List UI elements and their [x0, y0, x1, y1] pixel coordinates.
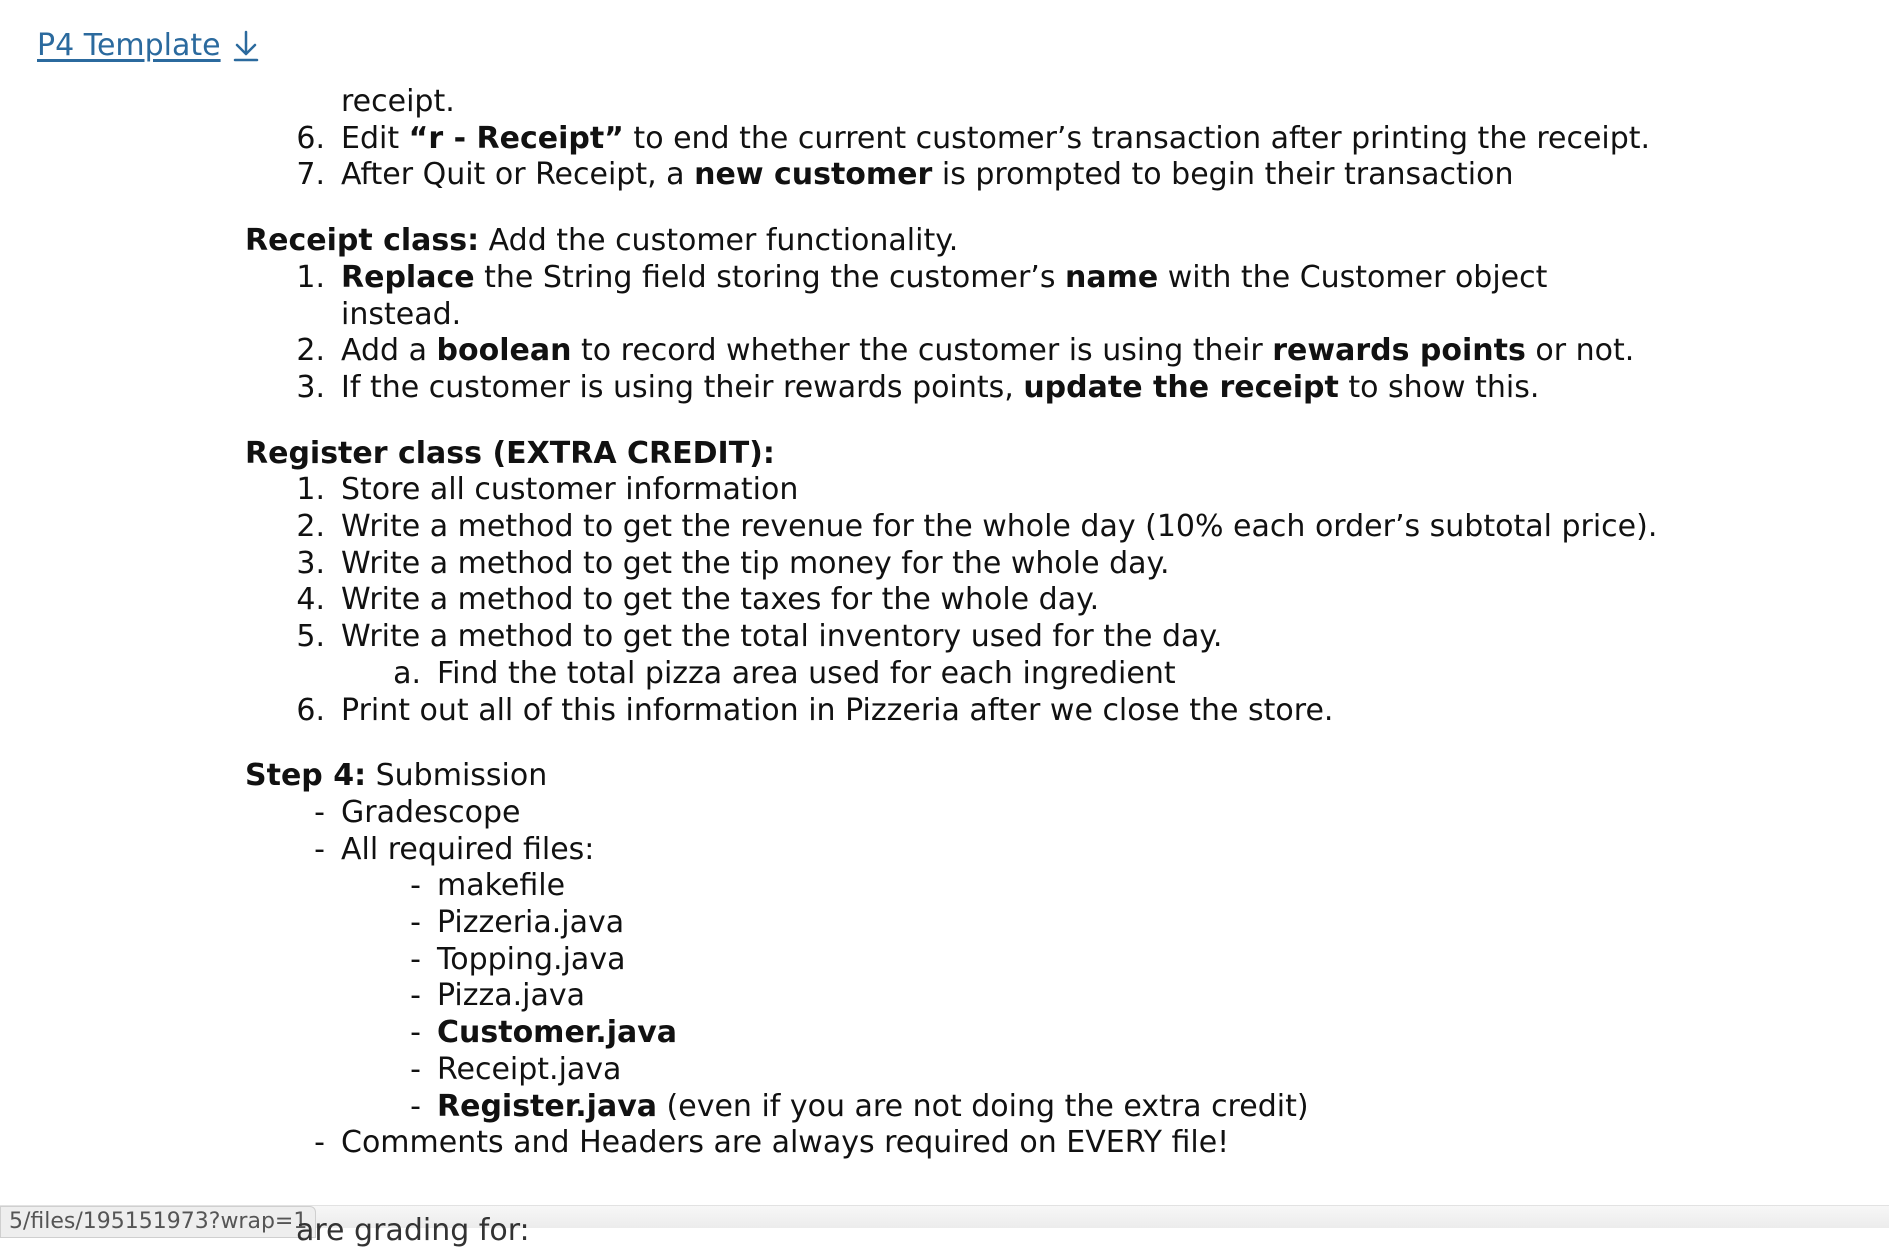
step4-item-comments	[245, 1125, 1665, 1162]
list-dash: -	[410, 905, 421, 941]
list-dash: -	[410, 868, 421, 904]
p4-template-download-link[interactable]	[37, 28, 261, 63]
list-number: 2.	[296, 333, 325, 369]
file-name: Customer.java	[437, 1015, 678, 1051]
list-number: 7.	[296, 157, 325, 193]
step-item-7	[245, 157, 1665, 194]
register-class-heading: Register class (EXTRA CREDIT):	[245, 435, 775, 471]
register-item-3	[245, 546, 1665, 583]
item-text: All required files:	[341, 831, 595, 867]
heading-text: Add the customer functionality.	[479, 223, 959, 259]
status-url: 5/files/195151973?wrap=1	[0, 1206, 316, 1238]
file-name: Receipt.java	[437, 1051, 622, 1087]
item-bold: Replace	[341, 259, 475, 295]
item-text: to end the current customer’s transaction after printing the receipt.	[623, 120, 1651, 156]
download-link-label[interactable]: P4 Template	[37, 28, 221, 63]
register-item-4	[245, 582, 1665, 619]
item-text: Gradescope	[341, 794, 521, 830]
browser-status-bar	[0, 1205, 1889, 1248]
file-item	[245, 1015, 1665, 1052]
receipt-item-2	[245, 333, 1665, 370]
document-body	[245, 60, 1665, 1162]
item-text: Add a	[341, 333, 437, 369]
item-bold: boolean	[436, 333, 572, 369]
item-bold: rewards points	[1272, 333, 1526, 369]
file-item	[245, 868, 1665, 905]
list-number: 2.	[296, 509, 325, 545]
status-behind-text: are grading for:	[296, 1213, 530, 1248]
list-number: 4.	[296, 582, 325, 618]
file-item	[245, 978, 1665, 1015]
step-item-6	[245, 121, 1665, 158]
item-text: Comments and Headers are always required on EVERY file!	[341, 1125, 1230, 1161]
list-dash: -	[410, 1051, 421, 1087]
list-number: 1.	[296, 472, 325, 508]
file-item	[245, 942, 1665, 979]
item-text: (even if you are not doing the extra credit)	[657, 1088, 1309, 1124]
file-name: Pizzeria.java	[437, 905, 625, 941]
continuation-text: receipt.	[341, 84, 455, 119]
item-bold: new customer	[694, 157, 933, 193]
item-bold: “r - Receipt”	[408, 120, 624, 156]
item-text: Print out all of this information in Pizzeria after we close the store.	[341, 692, 1334, 728]
list-dash: -	[314, 794, 325, 830]
item-text: instead.	[341, 296, 462, 332]
item-text: Write a method to get the taxes for the whole day.	[341, 582, 1100, 618]
item-text: Write a method to get the tip money for the whole day.	[341, 545, 1170, 581]
list-dash: -	[314, 1125, 325, 1161]
list-letter: a.	[393, 655, 421, 691]
item-text: to show this.	[1338, 369, 1540, 405]
list-number: 3.	[296, 545, 325, 581]
item-text: is prompted to begin their transaction	[932, 157, 1514, 193]
heading-text: Submission	[366, 758, 548, 794]
register-item-1	[245, 472, 1665, 509]
list-number: 3.	[296, 369, 325, 405]
list-number: 6.	[296, 120, 325, 156]
list-dash: -	[410, 1015, 421, 1051]
receipt-class-heading	[245, 223, 1665, 260]
item-text: Edit	[341, 120, 409, 156]
item-text: to record whether the customer is using their	[571, 333, 1273, 369]
receipt-item-1-cont	[245, 297, 1665, 334]
item-bold: update the receipt	[1023, 369, 1339, 405]
clipped-continuation	[245, 84, 1665, 121]
download-arrow-icon[interactable]	[231, 29, 261, 63]
list-number: 1.	[296, 259, 325, 295]
step4-item-gradescope	[245, 795, 1665, 832]
item-text: If the customer is using their rewards points,	[341, 369, 1024, 405]
receipt-item-3	[245, 370, 1665, 407]
register-item-5a	[245, 656, 1665, 693]
file-name: Pizza.java	[437, 978, 586, 1014]
item-text: the String field storing the customer’s	[474, 259, 1065, 295]
list-dash: -	[410, 941, 421, 977]
step4-item-required-files	[245, 832, 1665, 869]
file-name: Register.java	[437, 1088, 657, 1124]
list-dash: -	[314, 831, 325, 867]
heading-bold: Step 4:	[245, 758, 367, 794]
heading-bold: Receipt class:	[245, 223, 480, 259]
item-bold: name	[1064, 259, 1159, 295]
item-text: Find the total pizza area used for each ingredient	[437, 655, 1176, 691]
file-name: Topping.java	[437, 941, 626, 977]
item-text: or not.	[1525, 333, 1635, 369]
file-name: makefile	[437, 868, 566, 904]
step4-heading	[245, 758, 1665, 795]
register-item-2	[245, 509, 1665, 546]
list-dash: -	[410, 1088, 421, 1124]
register-item-5	[245, 619, 1665, 656]
item-text: Write a method to get the revenue for the whole day (10% each order’s subtotal price).	[341, 509, 1658, 545]
list-number: 5.	[296, 619, 325, 655]
receipt-item-1	[245, 260, 1665, 297]
file-item-register	[245, 1089, 1665, 1126]
item-text: Store all customer information	[341, 472, 799, 508]
item-text: After Quit or Receipt, a	[341, 157, 695, 193]
clipped-line	[245, 60, 1665, 84]
list-dash: -	[410, 978, 421, 1014]
register-item-6	[245, 693, 1665, 730]
list-number: 6.	[296, 692, 325, 728]
item-text: Write a method to get the total inventory used for the day.	[341, 619, 1223, 655]
file-item	[245, 905, 1665, 942]
file-item	[245, 1052, 1665, 1089]
item-text: with the Customer object	[1158, 259, 1548, 295]
